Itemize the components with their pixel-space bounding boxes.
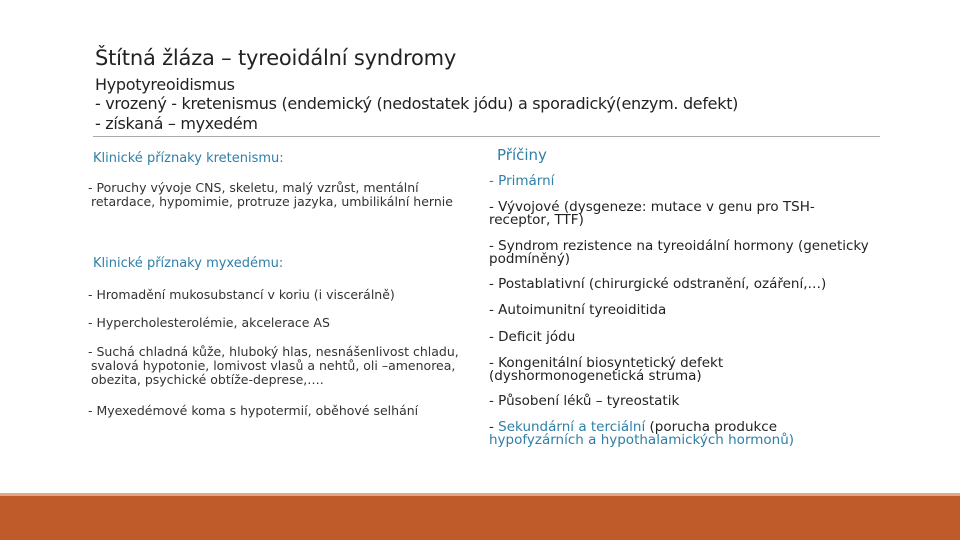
myxedem-heading: Klinické příznaky myxedému: bbox=[93, 256, 284, 271]
list-item: - Hypercholesterolémie, akcelerace AS bbox=[88, 315, 330, 330]
slide-title: Štítná žláza – tyreoidální syndromy bbox=[95, 46, 457, 70]
list-item: - Poruchy vývoje CNS, skeletu, malý vzrůst, mentální retardace, hypomimie, protruze jazyka, umbilikální hernie bbox=[88, 180, 453, 209]
list-item: - Vývojové (dysgeneze: mutace v genu pro TSH- receptor, TTF) bbox=[489, 199, 815, 228]
subtitle-line: Hypotyreoidismus bbox=[95, 75, 235, 94]
list-item: - Suchá chladná kůže, hluboký hlas, nesnášenlivost chladu, svalová hypotonie, lomivost vlasů a nehtů, oli –amenorea, obezita, psychické obtíže-deprese,…. bbox=[88, 344, 459, 387]
list-item: - Syndrom rezistence na tyreoidální hormony (geneticky podmíněný) bbox=[489, 238, 869, 267]
list-item: - Hromadění mukosubstancí v koriu (i viscerálně) bbox=[88, 287, 395, 302]
list-item: - Autoimunitní tyreoiditida bbox=[489, 302, 667, 318]
list-item: - Deficit jódu bbox=[489, 329, 576, 345]
list-item: - Kongenitální biosyntetický defekt (dyshormonogenetická struma) bbox=[489, 355, 724, 384]
list-item: - Sekundární a terciální (porucha produkce hypofyzárních a hypothalamických hormonů) bbox=[489, 419, 795, 448]
subtitle-line: - vrozený - kretenismus (endemický (nedostatek jódu) a sporadický(enzym. defekt) bbox=[95, 94, 739, 113]
list-item: - Postablativní (chirurgické odstranění, ozáření,…) bbox=[489, 276, 827, 292]
secondary-label: Sekundární a terciální bbox=[498, 419, 646, 435]
list-item: - Myexedémové koma s hypotermií, oběhové selhání bbox=[88, 403, 419, 418]
footer-bar bbox=[0, 496, 960, 540]
list-item: - Působení léků – tyreostatik bbox=[489, 393, 680, 409]
kretenismus-heading: Klinické příznaky kretenismu: bbox=[93, 151, 284, 166]
list-item: - Primární bbox=[489, 173, 555, 189]
subtitle-line: - získaná – myxedém bbox=[95, 114, 258, 133]
causes-heading: Příčiny bbox=[497, 146, 547, 164]
divider bbox=[93, 136, 880, 137]
